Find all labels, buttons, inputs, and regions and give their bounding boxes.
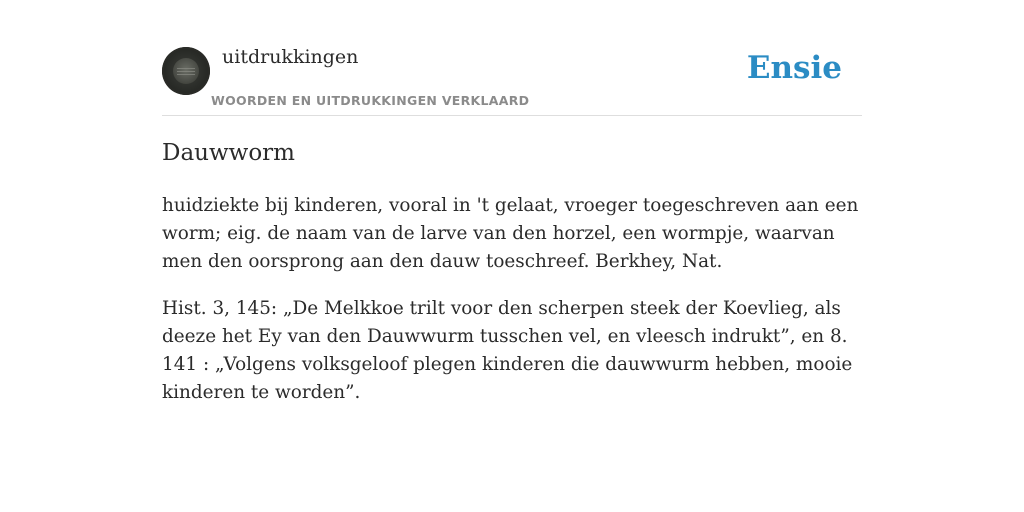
definition-paragraph: Hist. 3, 145: „De Melkkoe trilt voor den scherpen steek der Koevlieg, als deeze het Ey van den Dauwwurm tusschen vel, en vleesch indrukt”, en 8. 141 : „Volgens volksgeloof plegen kinderen die dauwwurm hebben, mooie kinderen te worden”. bbox=[162, 298, 853, 403]
avatar-line bbox=[177, 68, 195, 69]
avatar-line bbox=[177, 71, 195, 72]
site-header bbox=[162, 40, 862, 116]
avatar-line bbox=[177, 74, 195, 75]
entry-title: Dauwworm bbox=[162, 140, 295, 166]
entry-definition bbox=[162, 192, 862, 426]
site-tagline: WOORDEN EN UITDRUKKINGEN VERKLAARD bbox=[211, 93, 530, 108]
brand-logo-link[interactable]: Ensie bbox=[746, 50, 842, 86]
definition-paragraph: huidziekte bij kinderen, vooral in 't gelaat, vroeger toegeschreven aan een worm; eig. de naam van de larve van den horzel, een wormpje, waarvan men den oorsprong aan den dauw toeschreef. Berkhey, Nat. bbox=[162, 195, 859, 272]
site-name-link[interactable]: uitdrukkingen bbox=[222, 46, 359, 68]
book-cover-icon[interactable] bbox=[162, 47, 210, 95]
